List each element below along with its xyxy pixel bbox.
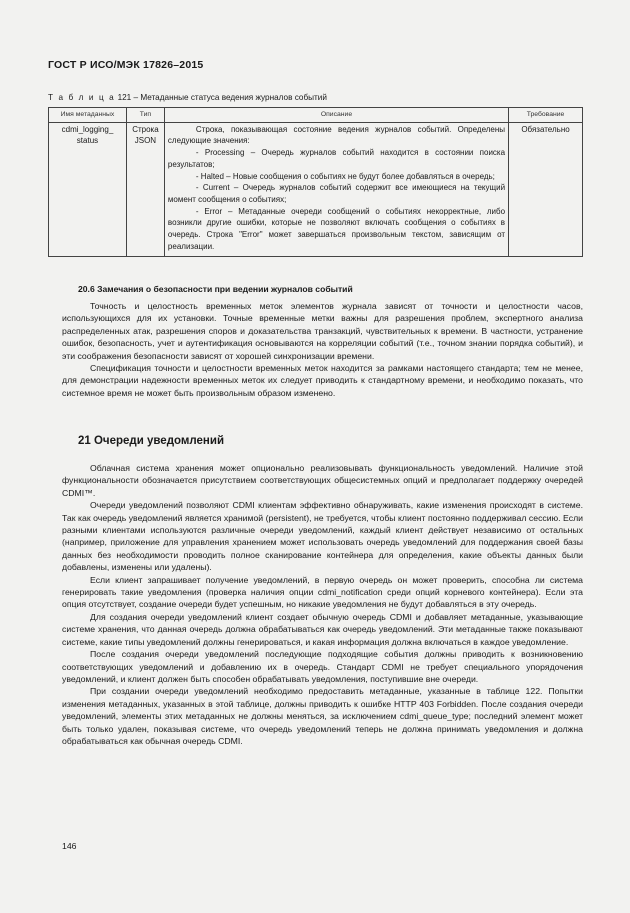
- chapter-21-body: [62, 462, 583, 747]
- table-caption-text: 121 – Метаданные статуса ведения журналов событий: [115, 93, 327, 102]
- description-intro: Строка, показывающая состояние ведения журналов событий. Определены следующие значения:: [167, 124, 506, 146]
- paragraph: После создания очереди уведомлений последующие подходящие события должны приводить к возникновению соответствующих уведомлений и добавлению их в очередь. Стандарт CDMI не требует специального упорядочения уведомлений, и клиент должен быть способен обрабатывать уведомления, поступившие вне очереди.: [62, 649, 583, 684]
- chapter-21-heading: 21 Очереди уведомлений: [78, 435, 225, 447]
- description-error: - Error – Метаданные очереди сообщений о событиях некорректные, либо возникли другие ошибки, которые не позволяют включать сообщения о событиях в очередь. Строка "Error" может завершаться произвольным текстом, зависящим от реализации.: [167, 206, 506, 251]
- column-header-name: Имя метаданных: [49, 108, 127, 123]
- page-number: 146: [62, 841, 77, 851]
- paragraph: Точность и целостность временных меток элементов журнала зависят от точности и целостности часов, использующихся для их установки. Точные временные метки важны для разрешения проблем, экспертного анализа распределенных атак, разрешения споров и доказательства транзакций, чувствительных к времени. В частности, устранение ошибок, безопасность, учет и аутентификация основываются на корреляции событий (т.е., точном знании порядка событий), и эти соображения безопасности зависят от хорошей синхронизации времени.: [62, 301, 583, 361]
- cell-metadata-name: cdmi_logging_ status: [49, 122, 127, 257]
- metadata-table: [48, 107, 583, 257]
- table-caption-label: Т а б л и ц а: [48, 93, 116, 102]
- column-header-type: Тип: [126, 108, 164, 123]
- column-header-description: Описание: [164, 108, 508, 123]
- section-20-6-heading: 20.6 Замечания о безопасности при ведении журналов событий: [78, 284, 353, 294]
- description-halted: - Halted – Новые сообщения о событиях не будут более добавляться в очередь;: [195, 171, 495, 181]
- paragraph: Очереди уведомлений позволяют CDMI клиентам эффективно обнаруживать, какие изменения происходят в системе. Так как очередь уведомлений является хранимой (persistent), не требуется, чтобы клиент постоянно поддерживал сессию. Если разными клиентами используются различные очереди уведомлений, каждый клиент действует независимо от остальных (например, приложение для управления хранением может использовать очередь уведомлений для поддержания своей базы данных без необходимости проводить полное сканирование контейнера для определения, какие объекты данных были добавлены, изменены или удалены).: [62, 500, 583, 573]
- standard-header: ГОСТ Р ИСО/МЭК 17826–2015: [48, 59, 204, 71]
- paragraph: Для создания очереди уведомлений клиент создает обычную очередь CDMI и добавляет метаданные, указывающие системе хранения, что данная очередь должна обрабатываться как очередь уведомлений. Эти метаданные также показывают системе, какие типы уведомлений должны генерироваться, и какая информация должна включаться в каждое уведомление.: [62, 611, 583, 647]
- cell-description: [164, 122, 508, 257]
- table-caption: [48, 93, 327, 102]
- paragraph: Облачная система хранения может опционально реализовывать функциональность уведомлений. Наличие этой функциональности обозначается присутствием соответствующих общесистемных опций и предполагает поддержку очередей CDMI™.: [62, 463, 583, 498]
- description-processing: - Processing – Очередь журналов событий находится в состоянии поиска результатов;: [167, 148, 506, 169]
- table-row: [49, 122, 583, 257]
- table-header-row: [49, 108, 583, 123]
- cell-type: Строка JSON: [126, 122, 164, 257]
- section-20-6-body: [62, 300, 583, 399]
- description-current: - Current – Очередь журналов событий содержит все имеющиеся на текущий момент сообщения о событиях;: [167, 183, 506, 204]
- column-header-requirement: Требование: [509, 108, 583, 123]
- paragraph: Если клиент запрашивает получение уведомлений, в первую очередь он может проверить, способна ли система генерировать такие уведомления (проверка наличия опции cdmi_notification среди опций корневого контейнера). Если эта опция отсутствует, создание очереди будет успешным, но никакие уведомления не будут добавляться в эту очередь.: [62, 574, 583, 610]
- paragraph: Спецификация точности и целостности временных меток находится за рамками настоящего стандарта; тем не менее, для демонстрации надежности временных меток их следует приводить к стандартному времени, и необходимо показать, что системное время не может быть произвольным образом изменено.: [62, 363, 583, 398]
- cell-requirement: Обязательно: [509, 122, 583, 257]
- paragraph: При создании очереди уведомлений необходимо предоставить метаданные, указанные в таблице 122. Попытки изменения метаданных, указанных в этой таблице, должны приводить к ошибке HTTP 403 Forbidden. После создания очереди уведомлений, элементы этих метаданных не должны меняться, за исключением cdmi_queue_type; последний элемент может быть только удален, показывая системе, что очередь уведомлений теперь не должна принимать уведомления и должна обрабатываться как обычная очередь CDMI.: [62, 686, 583, 746]
